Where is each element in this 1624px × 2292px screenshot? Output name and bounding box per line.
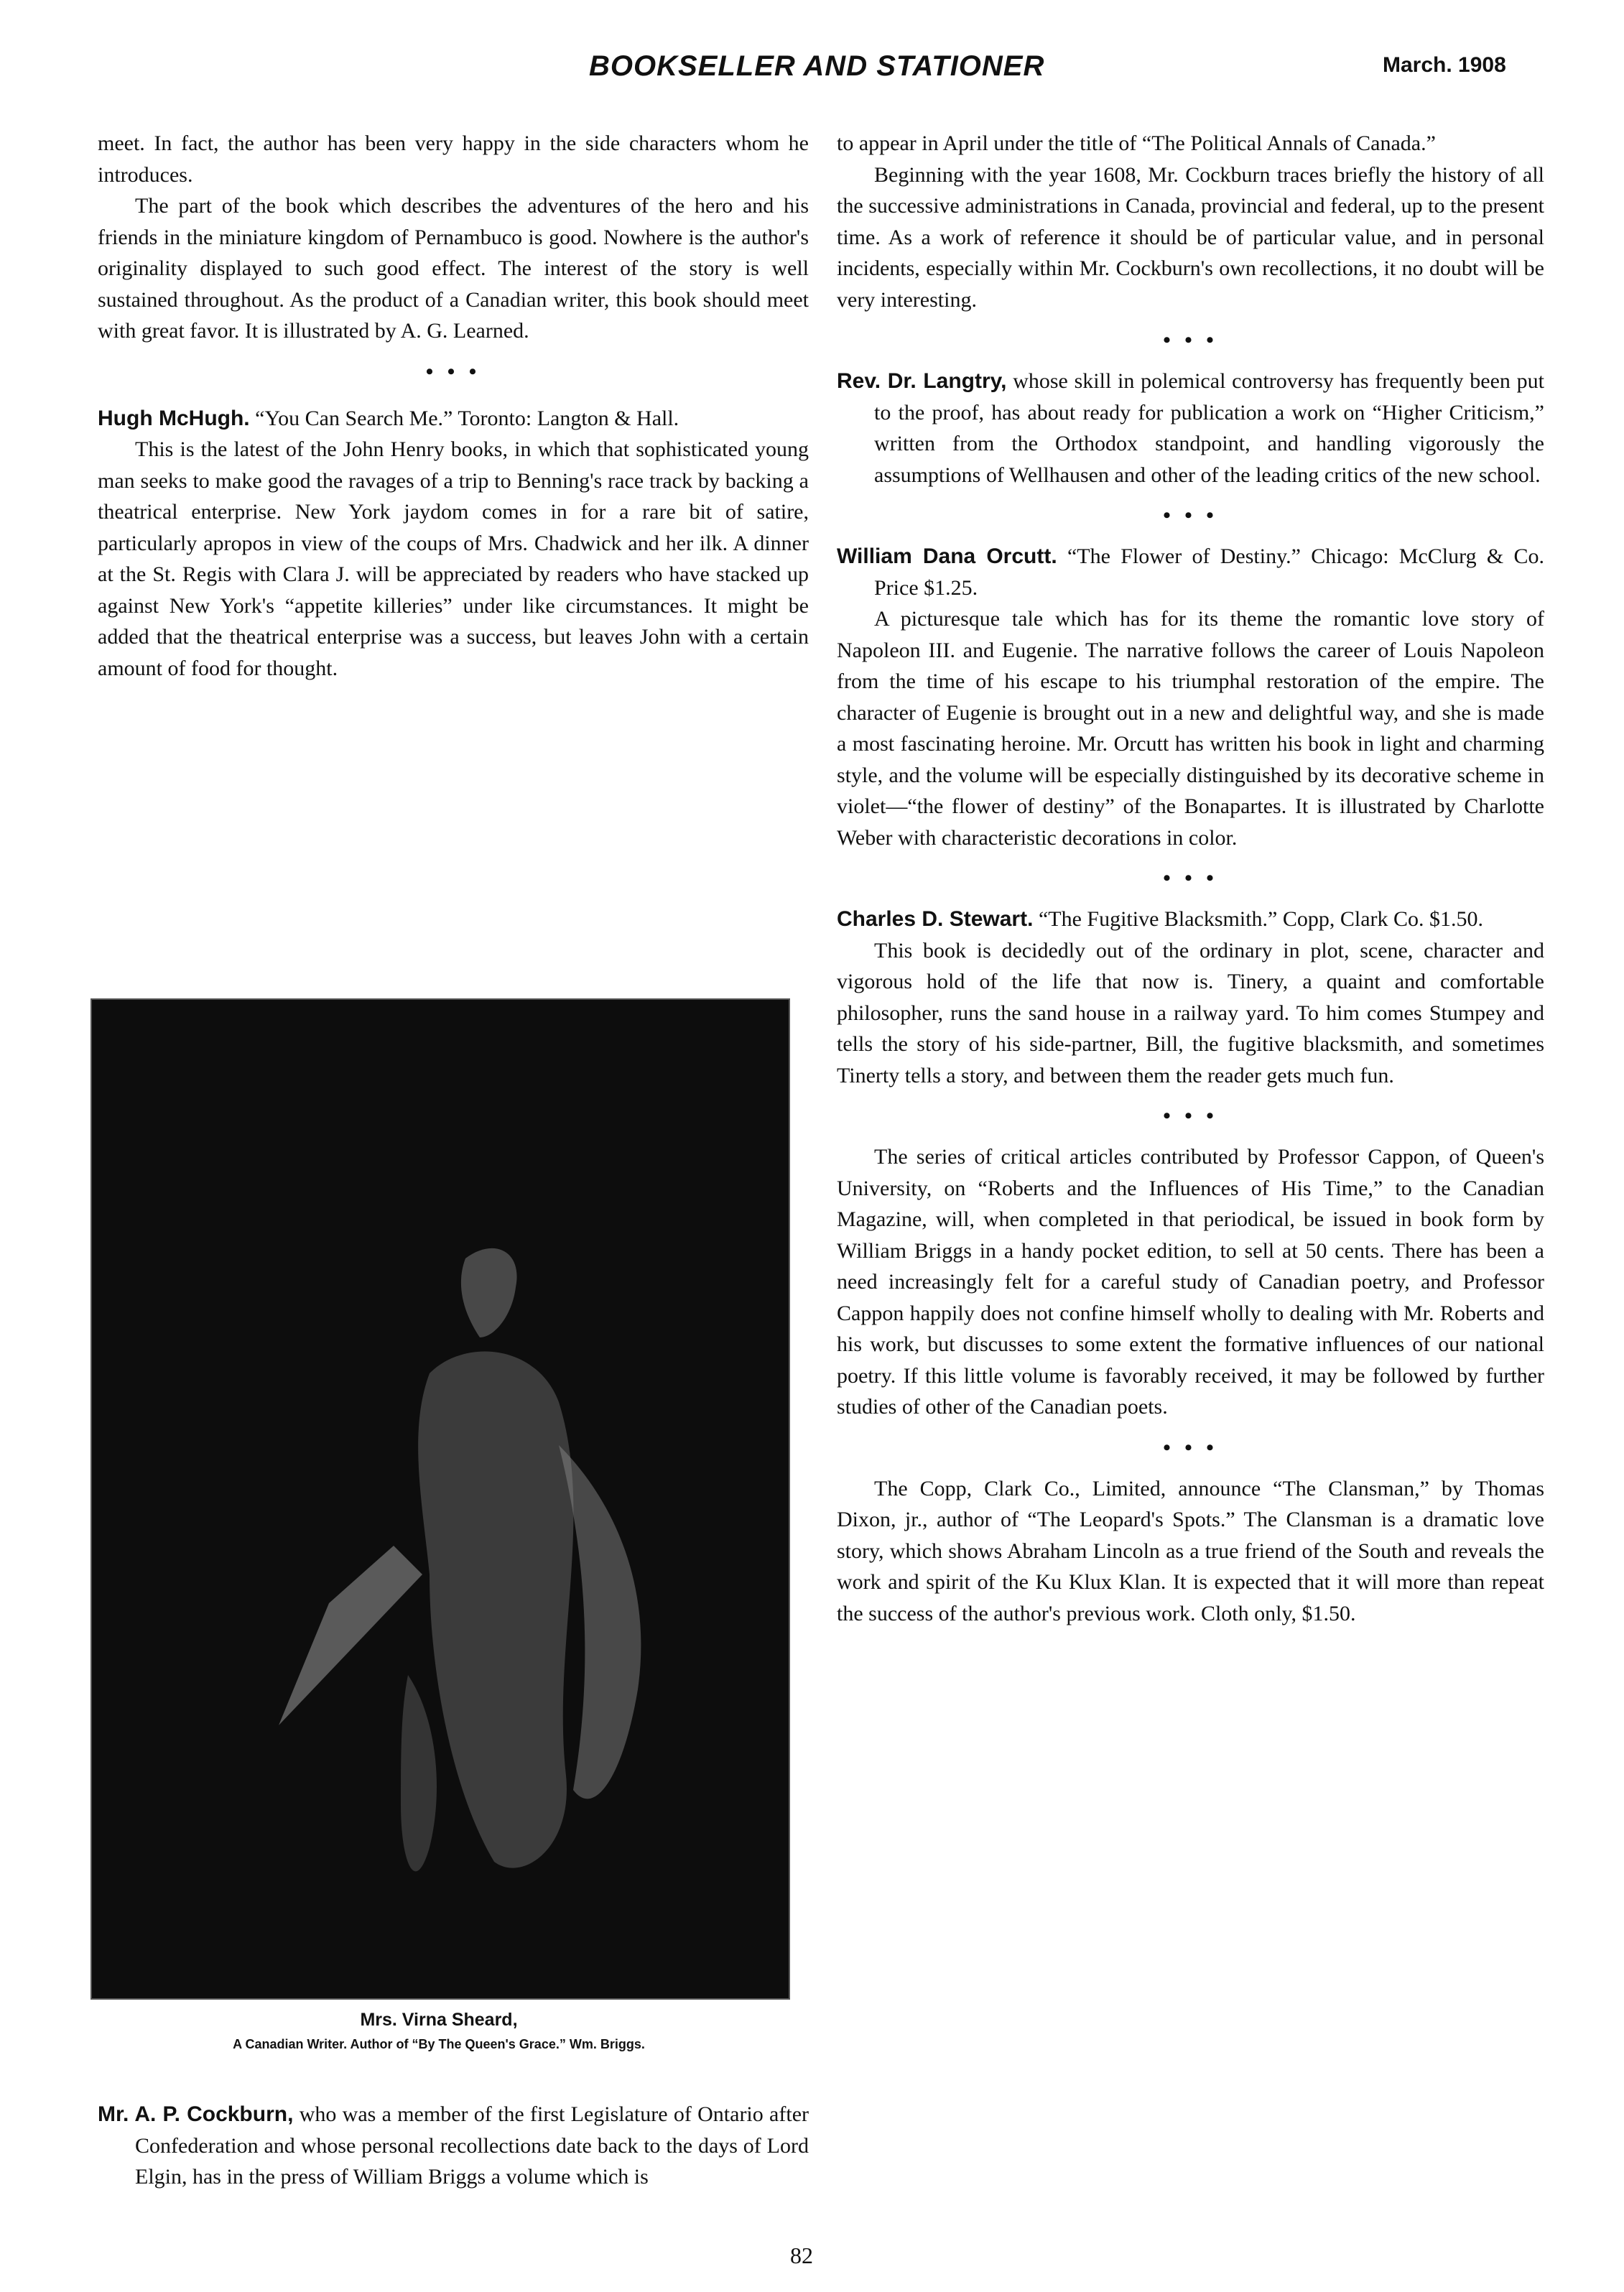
review-cockburn: [98, 2099, 809, 2193]
review-heading: [837, 541, 1544, 603]
portrait-figure: [92, 1000, 789, 1998]
book-citation: “You Can Search Me.” Toronto: Langton & Hall.: [255, 406, 679, 430]
author-name: Rev. Dr. Langtry,: [837, 369, 1007, 393]
cockburn-paragraph: Beginning with the year 1608, Mr. Cockburn traces briefly the history of all the successive administrations in Canada, provincial and federal, up to the present time. As a work of reference it should be of particular value, and in personal incidents, especially within Mr. Cockburn's own recollections, it no doubt will be very interesting.: [837, 162, 1544, 312]
author-name: William Dana Orcutt.: [837, 544, 1057, 568]
running-title: BOOKSELLER AND STATIONER: [589, 50, 1045, 82]
review-langtry: [837, 366, 1544, 491]
review-body: This book is decidedly out of the ordinary in plot, scene, character and vigorous hold of the life that now is. Tinery, a quaint and comfortable philosopher, runs the sand house in a railway yard. To him comes Stumpey and tells the story of his side-partner, Bill, the fugitive blacksmith, and sometimes Tinerty tells a story, and between them the reader gets much fun.: [837, 938, 1544, 1087]
review-body: whose skill in polemical controversy has frequently been put to the proof, has about ready for publication a work on “Higher Criticism,” written from the Orthodox standpoint, and handling vigorously the assumptions of Wellhausen and other of the leading critics of the new school.: [874, 369, 1544, 487]
section-separator: • • •: [1163, 1435, 1218, 1460]
review-heading: [837, 904, 1544, 935]
clansman-paragraph: The Copp, Clark Co., Limited, announce “The Clansman,” by Thomas Dixon, jr., author of “The Leopard's Spots.” The Clansman is a dramatic love story, which shows Abraham Lincoln as a true friend of the South and reveals the work and spirit of the Ku Klux Klan. It is expected that it will more than repeat the success of the author's previous work. Cloth only, $1.50.: [837, 1476, 1544, 1625]
cockburn-continued: to appear in April under the title of “The Political Annals of Canada.”: [837, 131, 1436, 155]
left-column-top: [98, 128, 809, 684]
book-citation: “The Flower of Destiny.” Chicago: McClurg & Co. Price $1.25.: [874, 544, 1544, 600]
review-heading: [98, 403, 809, 435]
author-name: Hugh McHugh.: [98, 406, 250, 430]
section-separator: • • •: [1163, 1104, 1218, 1128]
author-name: Charles D. Stewart.: [837, 907, 1034, 931]
section-separator: • • •: [1163, 866, 1218, 890]
review-body: This is the latest of the John Henry books, in which that sophisticated young man seeks to make good the ravages of a trip to Benning's race track by backing a theatrical enterprise. New York jaydom comes in for a rare bit of satire, particularly apropos in view of the coups of Mrs. Chadwick and her ilk. A dinner at the St. Regis with Clara J. will be appreciated by readers who have stacked up against New York's “appetite killeries” under like circumstances. It might be added that the theatrical enterprise was a success, but leaves John with a certain amount of food for thought.: [98, 437, 809, 680]
section-separator: • • •: [425, 359, 481, 384]
left-column-bottom: [98, 2099, 809, 2193]
intro-paragraph: meet. In fact, the author has been very happy in the side characters whom he introduces.: [98, 131, 809, 187]
section-separator: • • •: [1163, 328, 1218, 352]
intro-paragraph: The part of the book which describes the adventures of the hero and his friends in the miniature kingdom of Pernambuco is good. Nowhere is the author's originality displayed to such good effect. The interest of the story is well sustained throughout. As the product of a Canadian writer, this book should meet with great favor. It is illustrated by A. G. Learned.: [98, 194, 809, 343]
portrait-caption-name: Mrs. Virna Sheard,: [360, 2010, 518, 2030]
book-citation: “The Fugitive Blacksmith.” Copp, Clark Co. $1.50.: [1038, 907, 1484, 931]
right-column: [837, 128, 1544, 1629]
review-body: who was a member of the first Legislature of Ontario after Confederation and whose personal recollections date back to the days of Lord Elgin, has in the press of William Briggs a volume which is: [135, 2102, 809, 2189]
author-name: Mr. A. P. Cockburn,: [98, 2102, 294, 2126]
author-portrait: [91, 998, 790, 2000]
review-body: A picturesque tale which has for its theme the romantic love story of Napoleon III. and Eugenie. The narrative follows the career of Louis Napoleon from the time of his escape to his triumphal restoration of the empire. The character of Eugenie is brought out in a new and delightful way, and she is made a most fascinating heroine. Mr. Orcutt has written his book in light and charming style, and the volume will be especially distinguished by its decorative scheme in violet—“the flower of destiny” of the Bonapartes. It is illustrated by Charlotte Weber with characteristic decorations in color.: [837, 607, 1544, 850]
page-number: 82: [790, 2242, 813, 2268]
section-separator: • • •: [1163, 504, 1218, 527]
issue-date: March. 1908: [1383, 53, 1506, 77]
cappon-paragraph: The series of critical articles contributed by Professor Cappon, of Queen's University, on “Roberts and the Influences of His Time,” to the Canadian Magazine, will, when completed in that periodical, be issued in book form by William Briggs in a handy pocket edition, to sell at 50 cents. There has been a need increasingly felt for a careful study of Canadian poetry, and Professor Cappon happily does not confine himself wholly to dealing with Mr. Roberts and his work, but discusses to some extent the formative influences of our national poetry. If this little volume is favorably received, it may be followed by further studies of other of the Canadian poets.: [837, 1145, 1544, 1419]
portrait-caption-sub: A Canadian Writer. Author of “By The Queen's Grace.” Wm. Briggs.: [233, 2037, 645, 2051]
page-header: [0, 50, 1624, 93]
